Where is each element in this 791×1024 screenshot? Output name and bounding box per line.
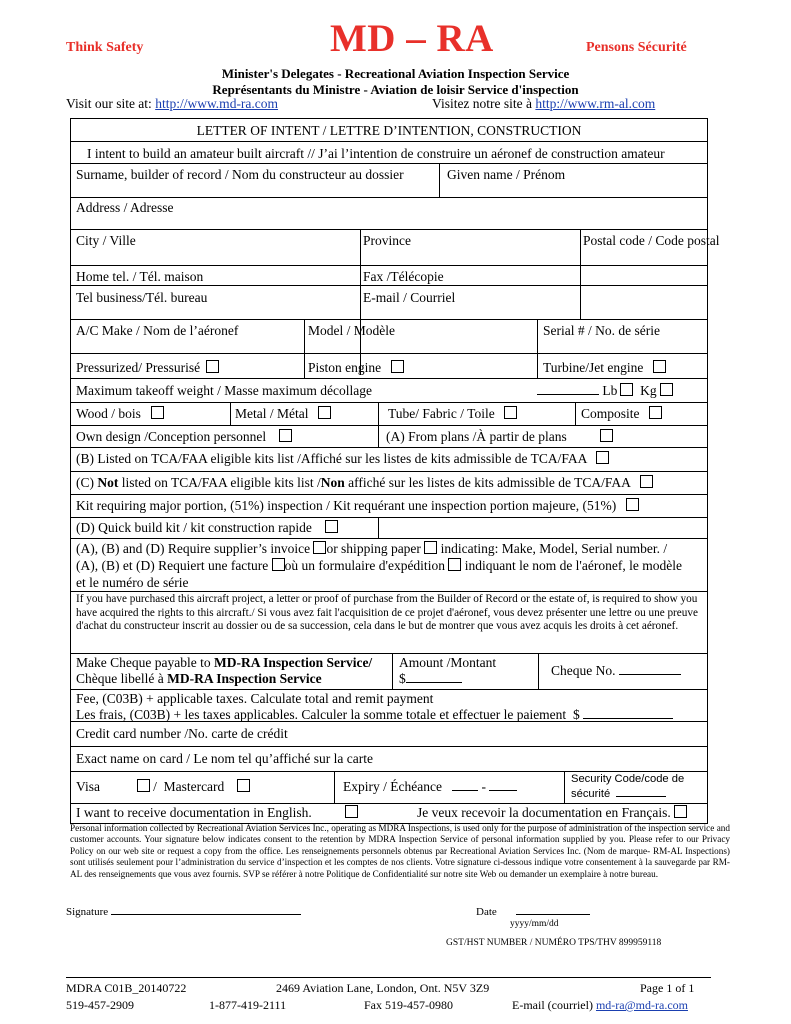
expiry-separator: -: [481, 779, 486, 794]
form-title: LETTER OF INTENT / LETTRE D’INTENTION, CONSTRUCTION: [196, 123, 582, 138]
city-label: City / Ville: [76, 233, 136, 248]
not-listed-mid: listed on TCA/FAA eligible kits list /: [118, 475, 321, 490]
own-design-checkbox[interactable]: [279, 429, 292, 442]
metal-checkbox[interactable]: [318, 406, 331, 419]
kg-label: Kg: [640, 383, 657, 398]
not-listed-not: Not: [97, 475, 119, 490]
turbine-option: [543, 360, 666, 376]
cheque-en-prefix: Make Cheque payable to: [76, 655, 214, 670]
footer-email-label: E-mail (courriel): [512, 998, 596, 1012]
invoice-2a: (A), (B) et (D) Requiert une facture: [76, 558, 272, 573]
signature-field: [66, 906, 301, 918]
tube-label: Tube/ Fabric / Toile: [388, 406, 495, 421]
website-link-fr[interactable]: http://www.rm-al.com: [535, 96, 656, 111]
gst-number: GST/HST NUMBER / NUMÉRO TPS/THV 899959118: [446, 938, 662, 948]
quick-build-checkbox[interactable]: [325, 520, 338, 533]
footer-fax: Fax 519-457-0980: [364, 998, 453, 1012]
wood-checkbox[interactable]: [151, 406, 164, 419]
subtitle-en: Minister's Delegates - Recreational Aviation Inspection Service: [221, 66, 570, 81]
date-label: Date: [476, 906, 497, 918]
doc-english-option: [76, 805, 358, 821]
invoice-1c: indicating: Make, Model, Serial number. /: [437, 541, 668, 556]
expiry-month-input[interactable]: [452, 790, 478, 791]
province-label: Province: [363, 233, 411, 248]
privacy-notice: Personal information collected by Recreational Aviation Services Inc., operating as MDRA Inspections, is used only for the purpose of administration of the inspection service and customer accounts. Your signature below indicates consent to the retention by MDRA Inspection Service of personal information supplied by you. Please refer to our Privacy Policy on our web site or request a copy from the office. Les renseignements personnels obtenus par Recreational Aviation Services Inc. (Nom de marque- RM-AL Inspections) sont utilisés seulement pour l’administration du service d’inspection et les comptes de nos clients. Votre signature ci-dessous indique votre consentement à la sauvegarde par RM-AL des renseignements que vous avez fournis. SVP se référer à notre Politique de Confidentialité sur notre site Web ou demander un exemplaire à notre bureau.: [70, 823, 730, 879]
kit-major-label: Kit requiring major portion, (51%) inspection / Kit requérant une inspection portion majeure, (51%): [76, 498, 617, 513]
security-code-line-2: [571, 787, 666, 801]
subtitle-fr: Représentants du Ministre - Aviation de loisir Service d'inspection: [212, 82, 579, 97]
piston-option: [308, 360, 404, 376]
website-link-en[interactable]: http://www.md-ra.com: [155, 96, 279, 111]
not-listed-option: [76, 475, 653, 491]
cheque-en-payee: MD-RA Inspection Service/: [213, 655, 373, 670]
expiry-label: Expiry / Échéance: [343, 779, 442, 794]
mastercard-label: Mastercard: [163, 779, 225, 794]
page-number: Page 1 of 1: [640, 981, 695, 995]
pressurized-label: Pressurized/ Pressurisé: [76, 360, 201, 375]
wood-label: Wood / bois: [76, 406, 141, 421]
serial-label: Serial # / No. de série: [543, 323, 660, 338]
footer-divider: [66, 977, 711, 978]
cheque-no-input[interactable]: [619, 674, 681, 675]
security-code-line-1: Security Code/code de: [571, 773, 685, 785]
amount-input[interactable]: [406, 682, 462, 683]
own-design-option: [76, 429, 292, 445]
footer-tollfree: 1-877-419-2111: [209, 998, 287, 1012]
not-listed-prefix: (C): [76, 475, 98, 490]
expedition-checkbox[interactable]: [448, 558, 461, 571]
footer-email-link[interactable]: md-ra@md-ra.com: [595, 998, 688, 1012]
form-code: MDRA C01B_20140722: [66, 981, 187, 995]
plans-option: [386, 429, 613, 445]
composite-checkbox[interactable]: [649, 406, 662, 419]
invoice-line-1: [76, 541, 667, 557]
visit-fr: [432, 96, 655, 112]
mtow-field[interactable]: [537, 394, 599, 395]
amount-label: Amount /Montant: [399, 655, 497, 670]
home-tel-label: Home tel. / Tél. maison: [76, 269, 204, 284]
letter-of-intent-form: [70, 118, 720, 824]
cheque-no-field: [551, 663, 681, 679]
doc-english-checkbox[interactable]: [345, 805, 358, 818]
visa-option: [76, 779, 250, 795]
model-label: Model / Modèle: [308, 323, 395, 338]
invoice-2b: où un formulaire d'expédition: [284, 558, 449, 573]
turbine-checkbox[interactable]: [653, 360, 666, 373]
cheque-fr-prefix: Chèque libellé à: [76, 671, 168, 686]
lb-label: Lb: [602, 383, 618, 398]
fee-fr-row: [76, 707, 673, 723]
invoice-1b: or shipping paper: [326, 541, 425, 556]
cheque-payable-fr: [76, 671, 322, 687]
lb-checkbox[interactable]: [620, 383, 633, 396]
weight-unit: [537, 383, 673, 399]
visa-label: Visa: [76, 779, 100, 794]
tube-option: [388, 406, 517, 422]
page-title: MD – RA: [330, 17, 494, 60]
listed-checkbox[interactable]: [596, 451, 609, 464]
address-label: Address / Adresse: [76, 200, 174, 215]
card-separator: /: [153, 779, 157, 794]
doc-english-label: I want to receive documentation in English.: [76, 805, 312, 820]
pressurized-option: [76, 360, 219, 376]
pressurized-checkbox[interactable]: [206, 360, 219, 373]
plans-label: (A) From plans /À partir de plans: [386, 429, 567, 444]
invoice-checkbox[interactable]: [313, 541, 326, 554]
visit-en: [66, 96, 278, 112]
fee-fr: Les frais, (C03B) + les taxes applicables. Calculer la somme totale et effectuer le paiement: [76, 707, 567, 722]
piston-checkbox[interactable]: [391, 360, 404, 373]
invoice-1a: (A), (B) and (D) Require supplier’s invoice: [76, 541, 314, 556]
metal-option: [235, 406, 331, 422]
footer-email: [512, 998, 688, 1013]
given-name-label: Given name / Prénom: [447, 167, 566, 182]
doc-french-option: [417, 805, 687, 821]
aircraft-make-label: A/C Make / Nom de l’aéronef: [76, 323, 239, 338]
quick-build-label: (D) Quick build kit / kit construction rapide: [76, 520, 312, 535]
postal-code-label: Postal code / Code postal: [583, 233, 720, 248]
invoice-line-3: et le numéro de série: [76, 575, 189, 590]
kit-major-checkbox[interactable]: [626, 498, 639, 511]
metal-label: Metal / Métal: [235, 406, 309, 421]
kg-checkbox[interactable]: [660, 383, 673, 396]
invoice-line-2: [76, 558, 682, 574]
visit-en-label: Visit our site at:: [66, 96, 156, 111]
security-code-input[interactable]: [616, 796, 666, 797]
purchase-note: If you have purchased this aircraft project, a letter or proof of purchase from the Builder of Record or the estate of, is required to show you have acquired the rights to this aircraft./ Si vous avez fait l'acquisition de ce projet d'aéronef, vous devez présenter une lettre ou une preuve d'achat du constructeur inscrit au dossier ou de sa succession, cela dans le but de montrer que vous avez acquis les droits à cet aéronef.: [76, 593, 698, 633]
fax-label: Fax /Télécopie: [363, 269, 444, 284]
not-listed-checkbox[interactable]: [640, 475, 653, 488]
fee-dollar: $: [572, 707, 580, 722]
amount-dollar: $: [399, 671, 406, 686]
expiry-year-input[interactable]: [489, 790, 517, 791]
not-listed-suffix: affiché sur les listes de kits admissible de TCA/FAA: [344, 475, 631, 490]
cheque-no-label: Cheque No.: [551, 663, 616, 678]
cheque-fr-payee: MD-RA Inspection Service: [167, 671, 322, 686]
email-label: E-mail / Courriel: [363, 290, 456, 305]
invoice-2c: indiquant le nom de l'aéronef, le modèle: [461, 558, 682, 573]
date-field: [476, 906, 590, 918]
facture-checkbox[interactable]: [272, 558, 285, 571]
composite-label: Composite: [581, 406, 640, 421]
header-right-slogan: Pensons Sécurité: [586, 40, 687, 55]
quick-build-option: [76, 520, 338, 536]
card-number-label: Credit card number /No. carte de crédit: [76, 726, 288, 741]
cheque-payable-en: [76, 655, 372, 671]
fee-en: Fee, (C03B) + applicable taxes. Calculate total and remit payment: [76, 691, 434, 706]
own-design-label: Own design /Conception personnel: [76, 429, 267, 444]
piston-label: Piston engine: [308, 360, 382, 375]
visa-checkbox[interactable]: [137, 779, 150, 792]
amount-field: [399, 671, 462, 687]
date-format-hint: yyyy/mm/dd: [510, 919, 559, 929]
header-left-slogan: Think Safety: [66, 40, 144, 55]
wood-option: [76, 406, 164, 422]
signature-label: Signature: [66, 906, 109, 918]
listed-label: (B) Listed on TCA/FAA eligible kits list /Affiché sur les listes de kits admissible de TCA/FAA: [76, 451, 587, 466]
mastercard-checkbox[interactable]: [237, 779, 250, 792]
footer-phone: 519-457-2909: [66, 998, 134, 1012]
date-input[interactable]: [516, 914, 590, 915]
fee-total-input[interactable]: [583, 718, 673, 719]
shipping-paper-checkbox[interactable]: [424, 541, 437, 554]
turbine-label: Turbine/Jet engine: [543, 360, 644, 375]
composite-option: [581, 406, 662, 422]
card-name-label: Exact name on card / Le nom tel qu’affiché sur la carte: [76, 751, 373, 766]
security-code-label: sécurité: [571, 788, 611, 800]
footer-address: 2469 Aviation Lane, London, Ont. N5V 3Z9: [276, 981, 490, 995]
business-tel-label: Tel business/Tél. bureau: [76, 290, 208, 305]
plans-checkbox[interactable]: [600, 429, 613, 442]
tube-checkbox[interactable]: [504, 406, 517, 419]
not-listed-non: Non: [320, 475, 345, 490]
surname-label: Surname, builder of record / Nom du constructeur au dossier: [76, 167, 404, 182]
kit-major-option: [76, 498, 639, 514]
mtow-label: Maximum takeoff weight / Masse maximum décollage: [76, 383, 372, 398]
doc-french-label: Je veux recevoir la documentation en Français.: [417, 805, 671, 820]
doc-french-checkbox[interactable]: [674, 805, 687, 818]
signature-input[interactable]: [111, 914, 301, 915]
intent-statement: I intent to build an amateur built aircraft // J’ai l’intention de construire un aéronef de construction amateur: [87, 146, 665, 161]
visit-fr-label: Visitez notre site à: [432, 96, 536, 111]
expiry-field: [343, 779, 517, 795]
listed-option: [76, 451, 609, 467]
